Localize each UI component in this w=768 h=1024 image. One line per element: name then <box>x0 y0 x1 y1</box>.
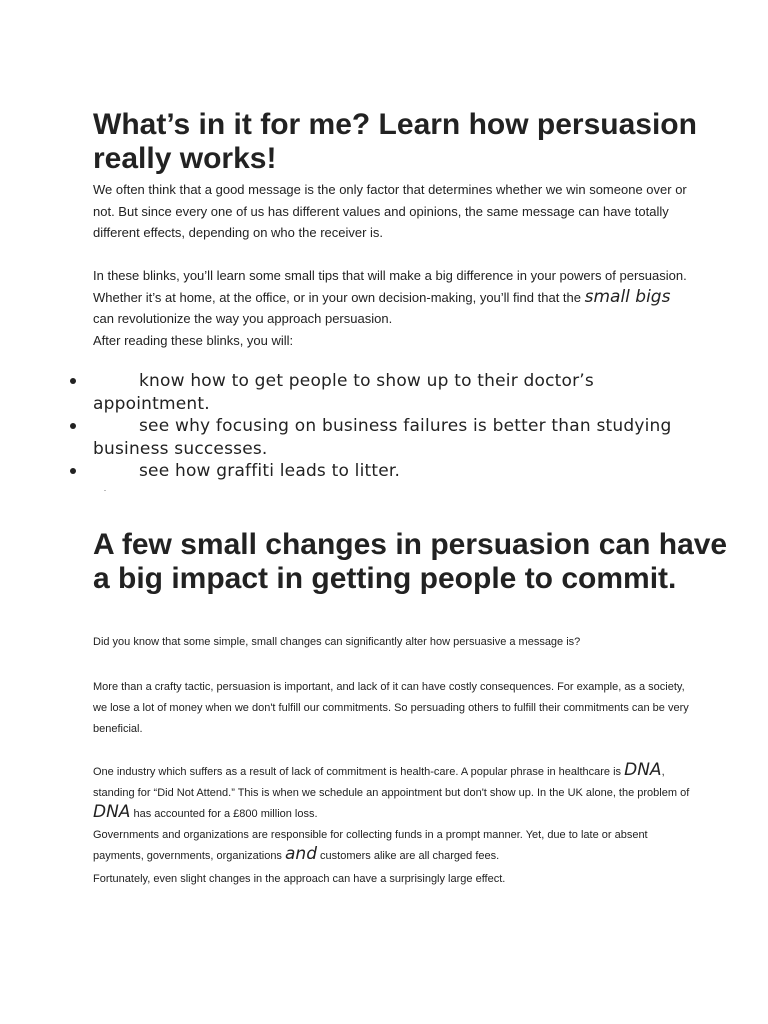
list-item <box>0 370 700 415</box>
list-item <box>0 415 700 460</box>
healthcare-text-b: , standing for “Did Not Attend.” This is when we schedule an appointment but don't show up. In the UK alone, the problem of <box>93 766 690 799</box>
divider-mark <box>104 490 106 491</box>
crafty-tactic-paragraph: More than a crafty tactic, persuasion is important, and lack of it can have costly consequences. For example, as a society, we lose a lot of money when we don't fulfill our commitments. So persuading others to fulfill their commitments can be very beneficial. <box>93 681 689 735</box>
governments-text-a: Governments and organizations are responsible for collecting funds in a prompt manner. Yet, due to late or absent payments, governments, organizations <box>93 829 648 862</box>
governments-text-b: customers alike are all charged fees. <box>316 850 500 862</box>
did-you-know-paragraph: Did you know that some simple, small changes can significantly alter how persuasive a message is? <box>93 636 581 648</box>
bullet-dot-icon <box>70 468 76 474</box>
blinks-paragraph <box>93 265 693 330</box>
dna-emphasis-2: DNA <box>93 802 131 822</box>
governments-paragraph <box>93 825 693 867</box>
list-item-text: see how graffiti leads to litter. <box>139 461 401 481</box>
blinks-text-end: can revolutionize the way you approach persuasion. <box>93 311 393 326</box>
list-item-text: know how to get people to show up to their doctor’s appointment. <box>93 371 594 414</box>
list-item <box>0 460 700 483</box>
healthcare-text-a: One industry which suffers as a result of lack of commitment is health-care. A popular phrase in healthcare is <box>93 766 625 778</box>
intro-paragraph: We often think that a good message is the only factor that determines whether we win someone over or not. But since every one of us has different values and opinions, the same message can have totally different effects, depending on who the receiver is. <box>93 182 687 240</box>
blinks-text-start: In these blinks, you’ll learn some small tips that will make a big difference in your powers of persuasion. Whether it’s at home, at the office, or in your own decision-making, you’ll find that the <box>93 268 687 305</box>
list-item-text: see why focusing on business failures is better than studying business successes. <box>93 416 672 459</box>
small-bigs-emphasis: small bigs <box>584 286 671 307</box>
fortunately-paragraph: Fortunately, even slight changes in the approach can have a surprisingly large effect. <box>93 873 506 885</box>
healthcare-paragraph <box>93 762 693 825</box>
bullet-dot-icon <box>70 378 76 384</box>
section-title-persuasion: What’s in it for me? Learn how persuasion really works! <box>93 108 697 175</box>
healthcare-text-c: has accounted for a £800 million loss. <box>130 808 318 820</box>
and-emphasis: and <box>285 844 317 864</box>
takeaways-list <box>0 370 700 483</box>
dna-emphasis-1: DNA <box>624 760 662 780</box>
section-title-small-changes: A few small changes in persuasion can have a big impact in getting people to commit. <box>93 528 728 595</box>
after-reading-line: After reading these blinks, you will: <box>93 333 294 348</box>
bullet-dot-icon <box>70 423 76 429</box>
